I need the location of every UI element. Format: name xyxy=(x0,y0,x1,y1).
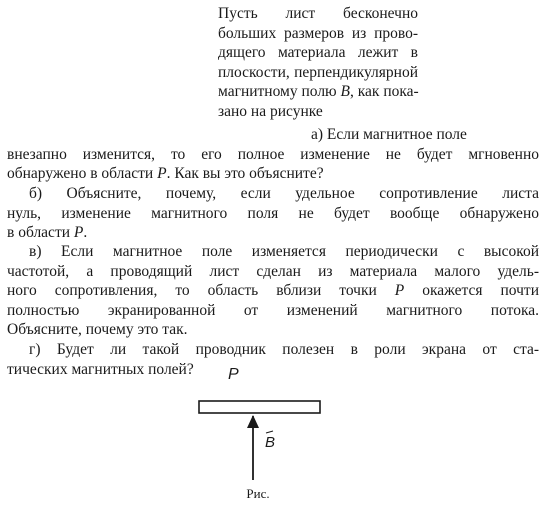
point-p-label: P xyxy=(228,366,239,383)
conducting-sheet xyxy=(199,401,320,413)
question-c-line: полностью экранированной от изменений магнитного потока. xyxy=(7,301,539,319)
question-b-line: нуль, изменение магнитного поля не будет вообще обнаружено xyxy=(7,204,539,222)
question-b-line: в области P. xyxy=(7,224,88,241)
question-c xyxy=(7,242,539,340)
question-b-line: б) Объясните, почему, если удельное сопротивление листа xyxy=(29,185,539,202)
question-c-line: в) Если магнитное поле изменяется периодически с высокой xyxy=(29,243,539,260)
field-b-label: B xyxy=(265,434,276,451)
problem-intro xyxy=(218,4,418,121)
figure-caption: Рис. xyxy=(246,486,270,501)
intro-line: магнитному полю B, как пока- xyxy=(218,83,419,100)
intro-line: дящего материала лежит в xyxy=(218,44,418,61)
question-b xyxy=(7,184,539,243)
question-d xyxy=(7,340,539,379)
intro-line: плоскости, перпендикулярной xyxy=(218,63,418,81)
question-c-line: ного сопротивления, то область вблизи точки P окажется почти xyxy=(7,282,540,299)
question-a-line: внезапно изменится, то его полное изменение не будет мгновенно xyxy=(7,145,539,163)
question-a-line: а) Если магнитное поле xyxy=(311,126,467,143)
question-d-line: г) Будет ли такой проводник полезен в роли экрана от ста- xyxy=(29,341,539,358)
question-c-line: Объясните, почему это так. xyxy=(7,321,188,338)
question-a xyxy=(7,125,539,184)
vector-bar-icon xyxy=(266,431,273,433)
intro-line: больших размеров из прово- xyxy=(218,24,418,42)
arrow-head-icon xyxy=(247,415,259,428)
intro-line: зано на рисунке xyxy=(218,102,323,120)
question-c-line: частотой, а проводящий лист сделан из материала малого удель- xyxy=(7,262,539,280)
question-d-line: тических магнитных полей? xyxy=(7,360,194,378)
intro-line: Пусть лист бесконечно xyxy=(218,5,418,22)
question-a-line: обнаружено в области P. Как вы это объясните? xyxy=(7,165,324,182)
